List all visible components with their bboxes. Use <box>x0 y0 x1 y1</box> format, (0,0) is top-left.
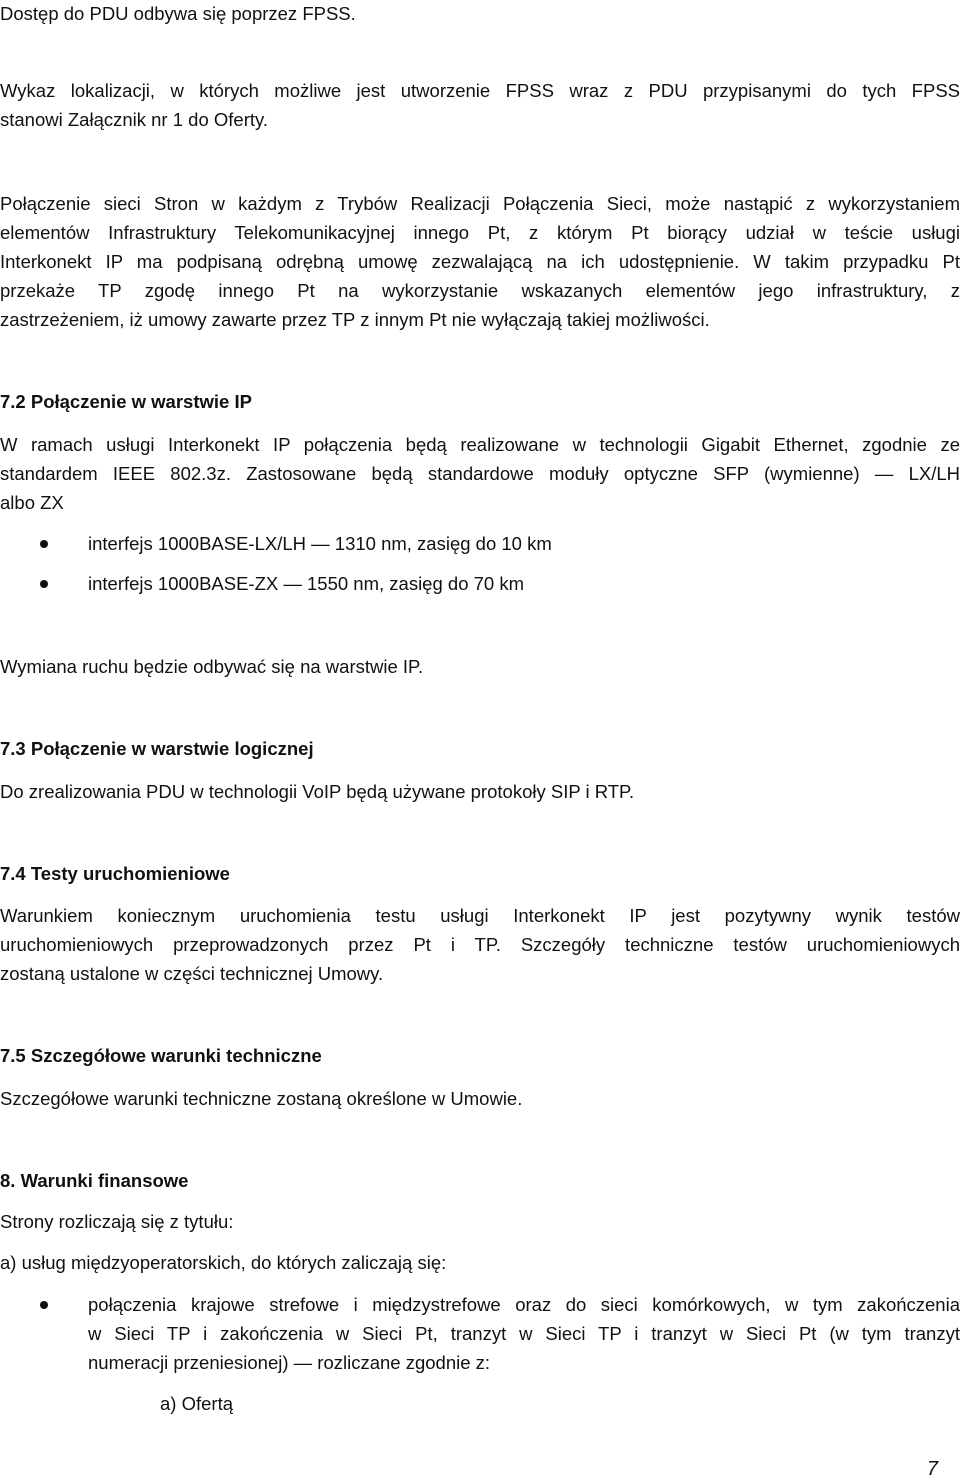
list-item: interfejs 1000BASE-ZX — 1550 nm, zasięg do 70 km <box>88 573 524 594</box>
bullet-icon <box>40 540 48 548</box>
heading-7-2: 7.2 Połączenie w warstwie IP <box>0 391 252 412</box>
text-line: W ramach usługi Interkonekt IP połączenia będą realizowane w technologii Gigabit Ethernet, zgodnie ze <box>0 434 960 455</box>
text-line: Połączenie sieci Stron w każdym z Trybów Realizacji Połączenia Sieci, może nastąpić z wykorzystaniem <box>0 193 960 214</box>
text-line: Warunkiem koniecznym uruchomienia testu usługi Interkonekt IP jest pozytywny wynik testów <box>0 905 960 926</box>
paragraph-technical-conditions: Szczegółowe warunki techniczne zostaną określone w Umowie. <box>0 1088 523 1109</box>
heading-7-4: 7.4 Testy uruchomieniowe <box>0 863 230 884</box>
text-line: elementów Infrastruktury Telekomunikacyjnej innego Pt, z którym Pt biorący udział w teście usługi <box>0 222 960 243</box>
list-item-line: w Sieci TP i zakończenia w Sieci Pt, tranzyt w Sieci TP i tranzyt w Sieci Pt (w tym tranzyt <box>88 1323 960 1344</box>
heading-7-3: 7.3 Połączenie w warstwie logicznej <box>0 738 314 759</box>
list-item-line: numeracji przeniesionej) — rozliczane zgodnie z: <box>88 1352 491 1373</box>
page-number: 7 <box>926 1458 938 1480</box>
text-line: zastrzeżeniem, iż umowy zawarte przez TP z innym Pt nie wyłączają takiej możliwości. <box>0 309 710 330</box>
paragraph-item-a: a) usług międzyoperatorskich, do których zaliczają się: <box>0 1252 447 1273</box>
heading-8: 8. Warunki finansowe <box>0 1170 189 1191</box>
text-line: przekaże TP zgodę innego Pt na wykorzystanie wskazanych elementów jego infrastruktury, z <box>0 280 960 301</box>
sub-item-offer: a) Ofertą <box>160 1393 233 1414</box>
paragraph-pdu-access: Dostęp do PDU odbywa się poprzez FPSS. <box>0 3 356 24</box>
text-line: zostaną ustalone w części technicznej Umowy. <box>0 963 384 984</box>
heading-7-5: 7.5 Szczegółowe warunki techniczne <box>0 1045 322 1066</box>
text-line: uruchomieniowych przeprowadzonych przez Pt i TP. Szczegóły techniczne testów uruchomieniowych <box>0 934 960 955</box>
text-line: albo ZX <box>0 492 64 513</box>
list-item: interfejs 1000BASE-LX/LH — 1310 nm, zasięg do 10 km <box>88 533 552 554</box>
text-line: standardem IEEE 802.3z. Zastosowane będą standardowe moduły optyczne SFP (wymienne) — LX/LH <box>0 463 960 484</box>
paragraph-logical-layer: Do zrealizowania PDU w technologii VoIP będą używane protokoły SIP i RTP. <box>0 781 635 802</box>
bullet-icon <box>40 1301 48 1309</box>
text-line: stanowi Załącznik nr 1 do Oferty. <box>0 109 269 130</box>
list-item-line: połączenia krajowe strefowe i międzystrefowe oraz do sieci komórkowych, w tym zakończenia <box>88 1294 960 1315</box>
paragraph-settlement-intro: Strony rozliczają się z tytułu: <box>0 1211 234 1232</box>
paragraph-traffic-exchange: Wymiana ruchu będzie odbywać się na warstwie IP. <box>0 656 424 677</box>
text-line: Interkonekt IP ma podpisaną odrębną umowę zezwalającą na ich udostępnienie. W takim przypadku Pt <box>0 251 960 272</box>
text-line: Wykaz lokalizacji, w których możliwe jest utworzenie FPSS wraz z PDU przypisanymi do tych FPSS <box>0 80 960 101</box>
bullet-icon <box>40 580 48 588</box>
